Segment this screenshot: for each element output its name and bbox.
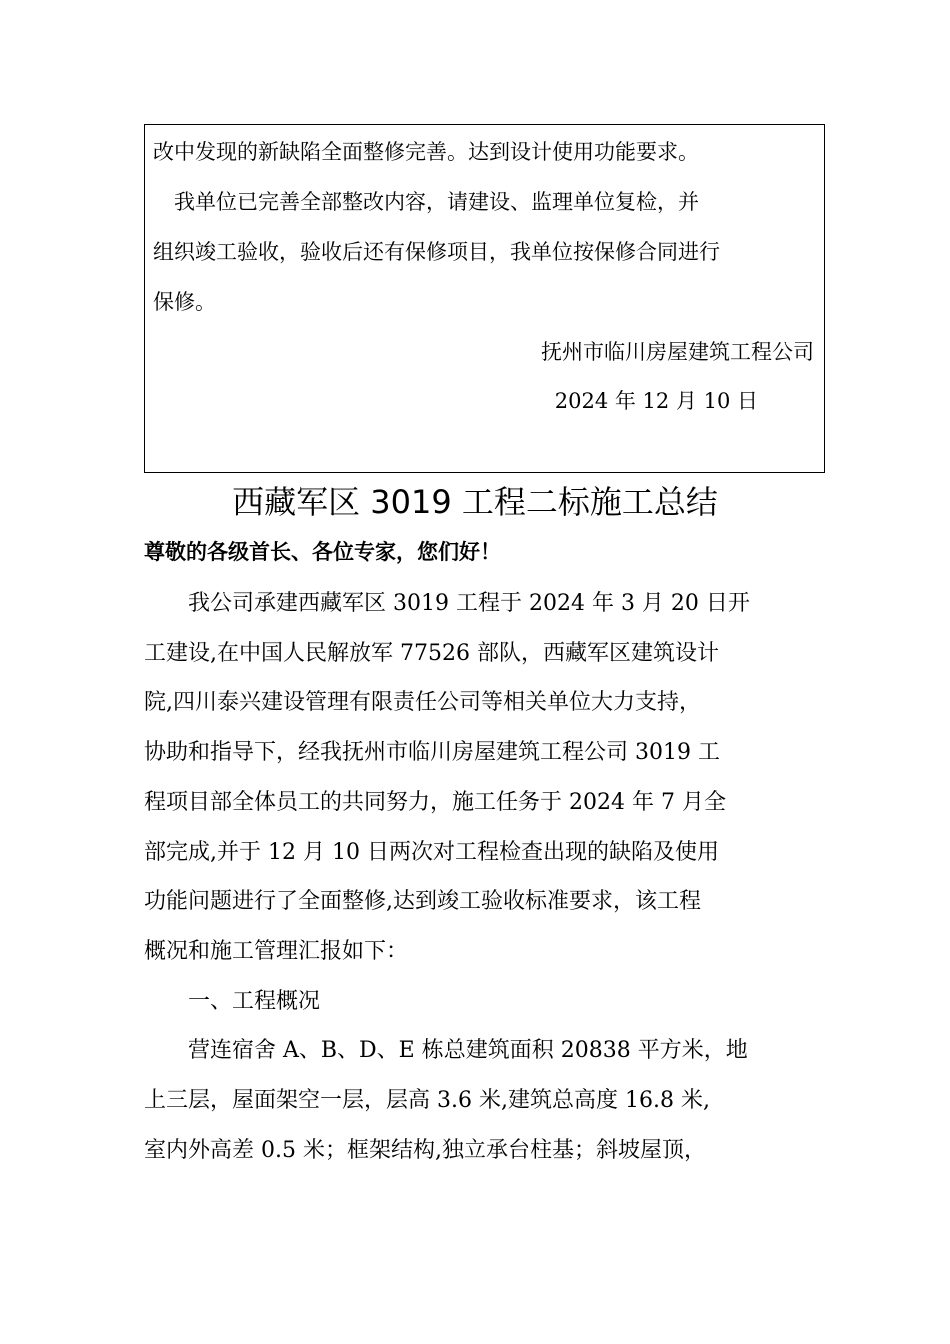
- section-heading-overview: 一、工程概况: [144, 989, 321, 1014]
- box-line-3: 组织竣工验收，验收后还有保修项目，我单位按保修合同进行: [153, 240, 720, 264]
- body-line: 协助和指导下，经我抚州市临川房屋建筑工程公司 3019 工: [144, 740, 720, 765]
- body-line: 概况和施工管理汇报如下：: [144, 939, 409, 964]
- document-title: 西藏军区 3019 工程二标施工总结: [232, 483, 718, 521]
- body-line: 我公司承建西藏军区 3019 工程于 2024 年 3 月 20 日开: [144, 591, 750, 616]
- body-line: 功能问题进行了全面整修,达到竣工验收标准要求，该工程: [144, 889, 701, 914]
- body-line: 程项目部全体员工的共同努力，施工任务于 2024 年 7 月全: [144, 790, 726, 815]
- company-signature: 抚州市临川房屋建筑工程公司: [541, 340, 814, 364]
- body-line: 上三层，屋面架空一层，层高 3.6 米,建筑总高度 16.8 米,: [144, 1088, 710, 1113]
- body-line: 部完成,并于 12 月 10 日两次对工程检查出现的缺陷及使用: [144, 840, 719, 865]
- body-line: 工建设,在中国人民解放军 77526 部队，西藏军区建筑设计: [144, 641, 719, 666]
- body-line: 室内外高差 0.5 米；框架结构,独立承台柱基；斜坡屋顶，: [144, 1138, 706, 1163]
- body-line: 营连宿舍 A、B、D、E 栋总建筑面积 20838 平方米，地: [144, 1038, 748, 1063]
- box-line-2: 我单位已完善全部整改内容，请建设、监理单位复检，并: [153, 190, 699, 214]
- rectification-report-box: [144, 124, 825, 473]
- box-line-1: 改中发现的新缺陷全面整修完善。达到设计使用功能要求。: [153, 140, 699, 164]
- greeting: 尊敬的各级首长、各位专家，您们好！: [144, 540, 501, 564]
- signature-date: 2024 年 12 月 10 日: [554, 389, 758, 413]
- body-line: 院,四川泰兴建设管理有限责任公司等相关单位大力支持，: [144, 690, 701, 715]
- box-line-4: 保修。: [153, 290, 216, 314]
